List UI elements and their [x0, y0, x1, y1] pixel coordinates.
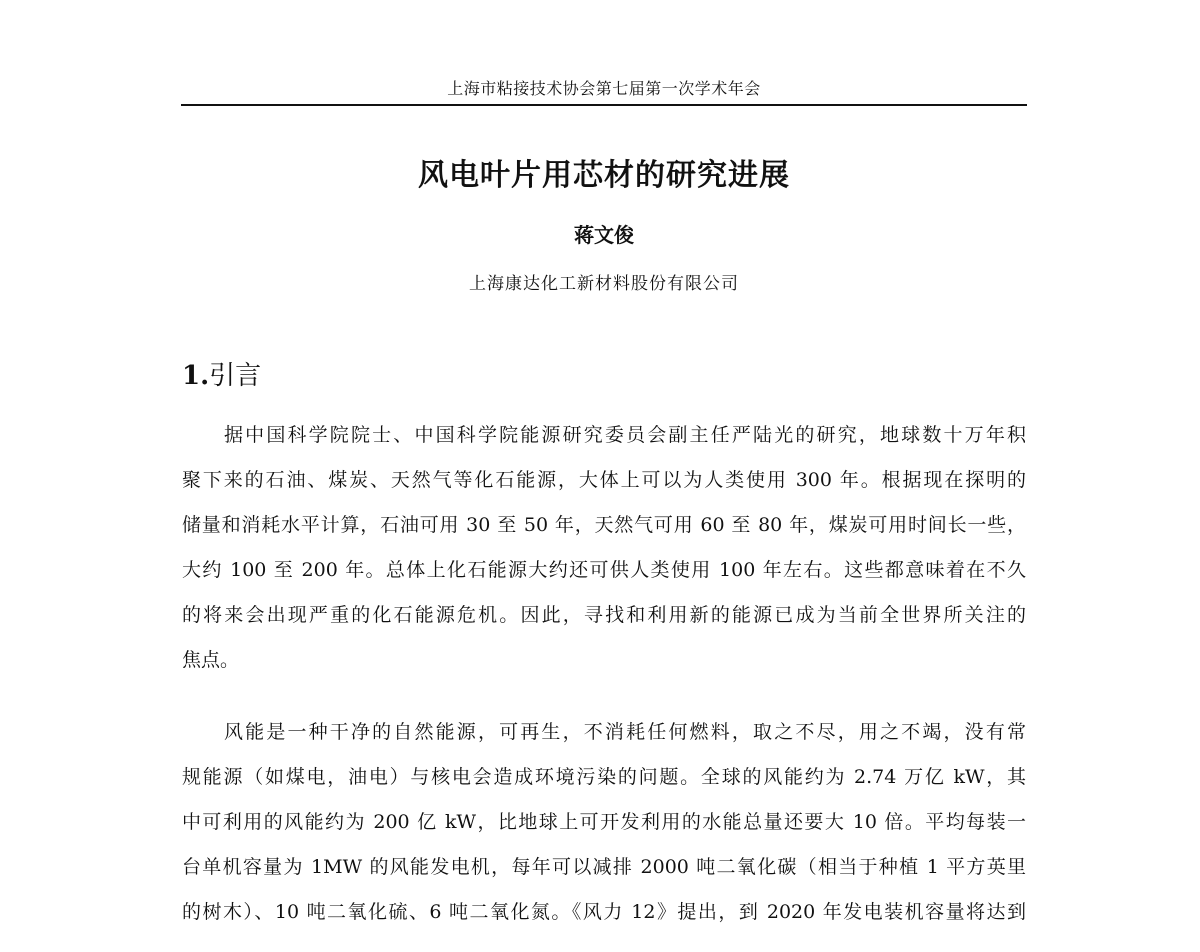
paragraph-line: 储量和消耗水平计算，石油可用 30 至 50 年，天然气可用 60 至 80 年，煤炭可用时间长一些， — [182, 514, 1026, 536]
running-header: 上海市粘接技术协会第七届第一次学术年会 — [447, 79, 761, 98]
paragraph-line: 中可利用的风能约为 200 亿 kW，比地球上可开发利用的水能总量还要大 10 倍。平均每装一 — [182, 811, 1026, 833]
paragraph-line: 焦点。 — [182, 649, 240, 671]
paragraph-line: 的树木）、10 吨二氧化硫、6 吨二氧化氮。《风力 12》提出，到 2020 年发电装机容量将达到 — [182, 901, 1026, 923]
section-heading-introduction — [182, 357, 261, 395]
paragraph-2 — [182, 710, 1026, 935]
paragraph-line: 大约 100 至 200 年。总体上化石能源大约还可供人类使用 100 年左右。这些都意味着在不久 — [182, 559, 1026, 581]
article-affiliation: 上海康达化工新材料股份有限公司 — [469, 274, 739, 294]
paragraph-line: 的将来会出现严重的化石能源危机。因此，寻找和利用新的能源已成为当前全世界所关注的 — [182, 604, 1026, 626]
section-name: 引言 — [209, 361, 262, 391]
section-number: 1. — [182, 361, 210, 391]
article-title: 风电叶片用芯材的研究进展 — [418, 158, 790, 193]
paragraph-line: 规能源（如煤电，油电）与核电会造成环境污染的问题。全球的风能约为 2.74 万亿 kW，其 — [182, 766, 1026, 788]
paragraph-line: 据中国科学院院士、中国科学院能源研究委员会副主任严陆光的研究，地球数十万年积 — [224, 424, 1026, 446]
paragraph-line: 台单机容量为 1MW 的风能发电机，每年可以减排 2000 吨二氧化碳（相当于种植 1 平方英里 — [182, 856, 1026, 878]
paragraph-line: 风能是一种干净的自然能源，可再生，不消耗任何燃料，取之不尽，用之不竭，没有常 — [224, 721, 1026, 743]
paragraph-1 — [182, 413, 1026, 683]
paragraph-line: 聚下来的石油、煤炭、天然气等化石能源，大体上可以为人类使用 300 年。根据现在探明的 — [182, 469, 1026, 491]
article-author: 蒋文俊 — [574, 223, 634, 247]
header-rule — [181, 104, 1027, 106]
